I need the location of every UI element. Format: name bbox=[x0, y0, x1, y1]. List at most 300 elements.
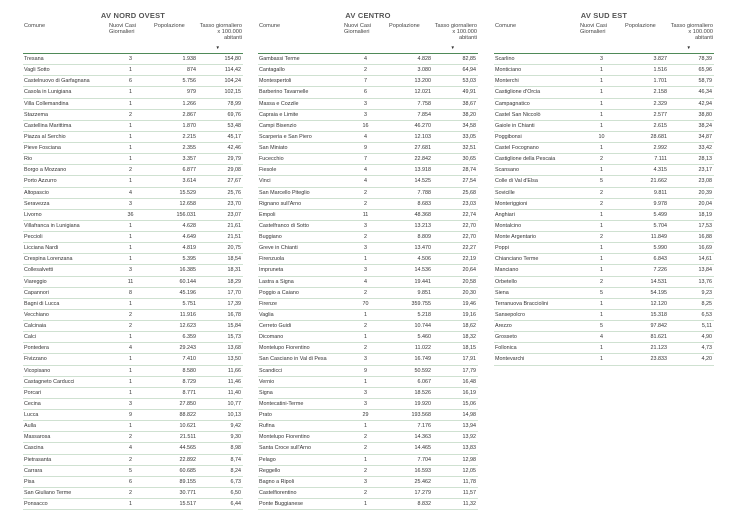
cell-nuovi-casi: 1 bbox=[579, 165, 624, 176]
table-row bbox=[23, 76, 243, 87]
cell-comune: Vaglia bbox=[258, 309, 343, 320]
cell-tasso: 20,04 bbox=[669, 198, 714, 209]
cell-nuovi-casi: 2 bbox=[108, 432, 153, 443]
cell-comune: Dicomano bbox=[258, 332, 343, 343]
table-row bbox=[258, 343, 478, 354]
cell-popolazione: 12.103 bbox=[388, 131, 433, 142]
cell-nuovi-casi: 1 bbox=[108, 154, 153, 165]
cell-tasso: 16,88 bbox=[669, 232, 714, 243]
table-row bbox=[23, 176, 243, 187]
table-row bbox=[494, 232, 714, 243]
cell-comune: San Giuliano Terme bbox=[23, 487, 108, 498]
table-row bbox=[23, 398, 243, 409]
cell-popolazione: 5.460 bbox=[388, 332, 433, 343]
cell-popolazione: 15.318 bbox=[624, 309, 669, 320]
cell-comune: Porcari bbox=[23, 387, 108, 398]
cell-tasso: 21,51 bbox=[198, 232, 243, 243]
cell-popolazione: 60.685 bbox=[153, 465, 198, 476]
cell-tasso: 13,50 bbox=[198, 354, 243, 365]
cell-tasso: 65,96 bbox=[669, 65, 714, 76]
cell-nuovi-casi: 1 bbox=[108, 499, 153, 510]
cell-comune: Porto Azzurro bbox=[23, 176, 108, 187]
cell-nuovi-casi: 1 bbox=[579, 65, 624, 76]
table-row bbox=[258, 143, 478, 154]
cell-tasso: 22,74 bbox=[433, 209, 478, 220]
cell-popolazione: 6.843 bbox=[624, 254, 669, 265]
cell-comune: Calcinaia bbox=[23, 321, 108, 332]
table-row bbox=[258, 465, 478, 476]
cell-tasso: 49,91 bbox=[433, 87, 478, 98]
table-row bbox=[23, 465, 243, 476]
cell-tasso: 22,70 bbox=[433, 232, 478, 243]
cell-tasso: 20,39 bbox=[669, 187, 714, 198]
cell-nuovi-casi: 6 bbox=[343, 87, 388, 98]
cell-comune: Rio bbox=[23, 154, 108, 165]
cell-nuovi-casi: 1 bbox=[108, 332, 153, 343]
cell-comune: Scansano bbox=[494, 165, 579, 176]
cell-comune: Villafranca in Lunigiana bbox=[23, 220, 108, 231]
cell-nuovi-casi: 9 bbox=[108, 410, 153, 421]
cell-comune: Colle di Val d'Elsa bbox=[494, 176, 579, 187]
cell-tasso: 11,46 bbox=[198, 376, 243, 387]
table-row bbox=[23, 354, 243, 365]
cell-popolazione: 4.649 bbox=[153, 232, 198, 243]
cell-nuovi-casi: 3 bbox=[343, 387, 388, 398]
cell-popolazione: 8.832 bbox=[388, 499, 433, 510]
cell-nuovi-casi: 1 bbox=[579, 354, 624, 365]
cell-tasso: 104,24 bbox=[198, 76, 243, 87]
table-row bbox=[258, 332, 478, 343]
cell-tasso: 9,42 bbox=[198, 421, 243, 432]
cell-tasso: 28,74 bbox=[433, 165, 478, 176]
table-row bbox=[23, 376, 243, 387]
cell-popolazione: 10.621 bbox=[153, 421, 198, 432]
cell-popolazione: 1.701 bbox=[624, 76, 669, 87]
data-table bbox=[258, 22, 478, 510]
cell-comune: Bagno a Ripoli bbox=[258, 476, 343, 487]
cell-comune: Montelupo Fiorentino bbox=[258, 343, 343, 354]
cell-tasso: 23,08 bbox=[669, 176, 714, 187]
cell-tasso: 11,66 bbox=[198, 365, 243, 376]
cell-tasso: 102,15 bbox=[198, 87, 243, 98]
cell-comune: Livorno bbox=[23, 209, 108, 220]
header-popolazione[interactable]: Popolazione bbox=[624, 22, 669, 54]
cell-comune: Monterchi bbox=[494, 76, 579, 87]
cell-nuovi-casi: 1 bbox=[343, 499, 388, 510]
cell-popolazione: 15.529 bbox=[153, 187, 198, 198]
table-row bbox=[258, 265, 478, 276]
cell-tasso: 18,54 bbox=[198, 254, 243, 265]
cell-comune: Prato bbox=[258, 410, 343, 421]
cell-comune: Monteriggioni bbox=[494, 198, 579, 209]
cell-nuovi-casi: 16 bbox=[343, 120, 388, 131]
cell-nuovi-casi: 3 bbox=[108, 398, 153, 409]
table-row bbox=[258, 487, 478, 498]
table-row bbox=[258, 232, 478, 243]
cell-popolazione: 21.662 bbox=[624, 176, 669, 187]
cell-popolazione: 81.621 bbox=[624, 332, 669, 343]
header-nuovi-casi[interactable]: Nuovi Casi Giornalieri bbox=[579, 22, 624, 54]
cell-nuovi-casi: 3 bbox=[108, 54, 153, 65]
cell-popolazione: 5.499 bbox=[624, 209, 669, 220]
table-row bbox=[23, 131, 243, 142]
cell-comune: Casola in Lunigiana bbox=[23, 87, 108, 98]
header-tasso[interactable] bbox=[669, 22, 714, 54]
cell-tasso: 14,98 bbox=[433, 410, 478, 421]
cell-nuovi-casi: 7 bbox=[343, 76, 388, 87]
header-tasso[interactable] bbox=[198, 22, 243, 54]
panel-title: AV CENTRO bbox=[345, 11, 391, 20]
table-row bbox=[494, 209, 714, 220]
cell-popolazione: 9.811 bbox=[624, 187, 669, 198]
header-comune[interactable]: Comune bbox=[494, 22, 579, 54]
cell-tasso: 20,64 bbox=[433, 265, 478, 276]
table-row bbox=[23, 209, 243, 220]
header-popolazione[interactable]: Popolazione bbox=[388, 22, 433, 54]
table-row bbox=[494, 176, 714, 187]
cell-comune: Licciana Nardi bbox=[23, 243, 108, 254]
header-tasso[interactable] bbox=[433, 22, 478, 54]
cell-comune: Gambassi Terme bbox=[258, 54, 343, 65]
cell-tasso: 18,62 bbox=[433, 321, 478, 332]
cell-tasso: 11,78 bbox=[433, 476, 478, 487]
cell-tasso: 15,06 bbox=[433, 398, 478, 409]
cell-tasso: 25,68 bbox=[433, 187, 478, 198]
cell-nuovi-casi: 4 bbox=[579, 332, 624, 343]
cell-comune: Castelnuovo di Garfagnana bbox=[23, 76, 108, 87]
cell-comune: Pontedera bbox=[23, 343, 108, 354]
cell-nuovi-casi: 2 bbox=[108, 109, 153, 120]
cell-popolazione: 89.155 bbox=[153, 476, 198, 487]
cell-nuovi-casi: 1 bbox=[108, 421, 153, 432]
cell-nuovi-casi: 1 bbox=[579, 265, 624, 276]
cell-popolazione: 13.918 bbox=[388, 165, 433, 176]
cell-tasso: 10,77 bbox=[198, 398, 243, 409]
cell-popolazione: 12.658 bbox=[153, 198, 198, 209]
header-nuovi-casi[interactable]: Nuovi Casi Giornalieri bbox=[108, 22, 153, 54]
cell-tasso: 6,50 bbox=[198, 487, 243, 498]
cell-popolazione: 2.577 bbox=[624, 109, 669, 120]
cell-nuovi-casi: 4 bbox=[108, 187, 153, 198]
cell-popolazione: 14.536 bbox=[388, 265, 433, 276]
cell-popolazione: 7.410 bbox=[153, 354, 198, 365]
table-row bbox=[494, 243, 714, 254]
cell-tasso: 4,20 bbox=[669, 354, 714, 365]
cell-nuovi-casi: 1 bbox=[108, 354, 153, 365]
cell-popolazione: 359.755 bbox=[388, 298, 433, 309]
cell-nuovi-casi: 1 bbox=[343, 309, 388, 320]
cell-popolazione: 5.751 bbox=[153, 298, 198, 309]
cell-tasso: 32,51 bbox=[433, 143, 478, 154]
panel-2 bbox=[258, 9, 478, 510]
table-row bbox=[494, 220, 714, 231]
table-row bbox=[258, 131, 478, 142]
header-popolazione[interactable]: Popolazione bbox=[153, 22, 198, 54]
cell-nuovi-casi: 8 bbox=[108, 287, 153, 298]
table-row bbox=[258, 254, 478, 265]
cell-nuovi-casi: 1 bbox=[579, 243, 624, 254]
cell-tasso: 20,58 bbox=[433, 276, 478, 287]
table-row bbox=[23, 65, 243, 76]
table-row bbox=[258, 276, 478, 287]
cell-popolazione: 4.628 bbox=[153, 220, 198, 231]
cell-nuovi-casi: 1 bbox=[579, 109, 624, 120]
cell-nuovi-casi: 1 bbox=[108, 387, 153, 398]
cell-tasso: 114,42 bbox=[198, 65, 243, 76]
cell-tasso: 29,79 bbox=[198, 154, 243, 165]
cell-nuovi-casi: 2 bbox=[108, 487, 153, 498]
cell-popolazione: 11.849 bbox=[624, 232, 669, 243]
cell-tasso: 20,75 bbox=[198, 243, 243, 254]
cell-nuovi-casi: 2 bbox=[108, 309, 153, 320]
cell-popolazione: 193.568 bbox=[388, 410, 433, 421]
cell-popolazione: 874 bbox=[153, 65, 198, 76]
cell-popolazione: 1.870 bbox=[153, 120, 198, 131]
cell-comune: Cecina bbox=[23, 398, 108, 409]
cell-popolazione: 2.215 bbox=[153, 131, 198, 142]
cell-popolazione: 27.850 bbox=[153, 398, 198, 409]
cell-comune: Impruneta bbox=[258, 265, 343, 276]
sort-desc-icon[interactable]: ▼ bbox=[215, 44, 220, 50]
table-row bbox=[258, 54, 478, 65]
cell-popolazione: 12.120 bbox=[624, 298, 669, 309]
cell-nuovi-casi: 29 bbox=[343, 410, 388, 421]
table-row bbox=[258, 365, 478, 376]
cell-tasso: 9,30 bbox=[198, 432, 243, 443]
cell-popolazione: 28.681 bbox=[624, 131, 669, 142]
cell-comune: Poppi bbox=[494, 243, 579, 254]
cell-nuovi-casi: 3 bbox=[108, 265, 153, 276]
cell-popolazione: 1.938 bbox=[153, 54, 198, 65]
table-row bbox=[23, 321, 243, 332]
cell-popolazione: 7.226 bbox=[624, 265, 669, 276]
table-row bbox=[258, 154, 478, 165]
cell-tasso: 18,29 bbox=[198, 276, 243, 287]
cell-popolazione: 3.614 bbox=[153, 176, 198, 187]
cell-tasso: 19,46 bbox=[433, 298, 478, 309]
cell-popolazione: 14.531 bbox=[624, 276, 669, 287]
panel-title: AV SUD EST bbox=[580, 11, 628, 20]
cell-comune: Gaiole in Chianti bbox=[494, 120, 579, 131]
cell-tasso: 21,61 bbox=[198, 220, 243, 231]
cell-popolazione: 5.395 bbox=[153, 254, 198, 265]
cell-nuovi-casi: 1 bbox=[108, 131, 153, 142]
cell-comune: Seravezza bbox=[23, 198, 108, 209]
cell-popolazione: 8.580 bbox=[153, 365, 198, 376]
cell-comune: Massarosa bbox=[23, 432, 108, 443]
cell-comune: Campi Bisenzio bbox=[258, 120, 343, 131]
cell-comune: Viareggio bbox=[23, 276, 108, 287]
cell-comune: Montalcino bbox=[494, 220, 579, 231]
cell-nuovi-casi: 1 bbox=[108, 120, 153, 131]
cell-nuovi-casi: 2 bbox=[579, 276, 624, 287]
cell-popolazione: 60.144 bbox=[153, 276, 198, 287]
table-row bbox=[494, 187, 714, 198]
cell-tasso: 11,40 bbox=[198, 387, 243, 398]
table-row bbox=[258, 432, 478, 443]
cell-nuovi-casi: 2 bbox=[343, 187, 388, 198]
cell-comune: Castel San Niccolò bbox=[494, 109, 579, 120]
header-nuovi-casi[interactable]: Nuovi Casi Giornalieri bbox=[343, 22, 388, 54]
table-row bbox=[258, 410, 478, 421]
cell-tasso: 8,74 bbox=[198, 454, 243, 465]
cell-comune: Sovicille bbox=[494, 187, 579, 198]
cell-tasso: 64,94 bbox=[433, 65, 478, 76]
cell-tasso: 17,39 bbox=[198, 298, 243, 309]
cell-popolazione: 21.511 bbox=[153, 432, 198, 443]
cell-nuovi-casi: 1 bbox=[579, 343, 624, 354]
table-row bbox=[23, 120, 243, 131]
cell-tasso: 20,30 bbox=[433, 287, 478, 298]
table-row bbox=[23, 154, 243, 165]
cell-comune: Castelfranco di Sotto bbox=[258, 220, 343, 231]
cell-tasso: 18,15 bbox=[433, 343, 478, 354]
cell-tasso: 12,98 bbox=[433, 454, 478, 465]
cell-nuovi-casi: 4 bbox=[343, 276, 388, 287]
cell-nuovi-casi: 2 bbox=[579, 187, 624, 198]
panel-1 bbox=[23, 9, 243, 510]
table-row bbox=[23, 298, 243, 309]
table-row bbox=[23, 198, 243, 209]
cell-nuovi-casi: 5 bbox=[579, 176, 624, 187]
cell-popolazione: 5.756 bbox=[153, 76, 198, 87]
cell-nuovi-casi: 3 bbox=[343, 220, 388, 231]
cell-tasso: 6,44 bbox=[198, 499, 243, 510]
cell-comune: Scarlino bbox=[494, 54, 579, 65]
sort-desc-icon[interactable]: ▼ bbox=[686, 44, 691, 50]
cell-popolazione: 22.892 bbox=[153, 454, 198, 465]
cell-popolazione: 7.854 bbox=[388, 109, 433, 120]
cell-popolazione: 45.196 bbox=[153, 287, 198, 298]
cell-comune: Monticiano bbox=[494, 65, 579, 76]
cell-nuovi-casi: 70 bbox=[343, 298, 388, 309]
cell-comune: Scarperia e San Piero bbox=[258, 131, 343, 142]
header-comune[interactable]: Comune bbox=[23, 22, 108, 54]
cell-tasso: 16,48 bbox=[433, 376, 478, 387]
table-row bbox=[23, 243, 243, 254]
cell-tasso: 13,84 bbox=[669, 265, 714, 276]
cell-comune: Pelago bbox=[258, 454, 343, 465]
cell-tasso: 13,76 bbox=[669, 276, 714, 287]
cell-nuovi-casi: 4 bbox=[108, 343, 153, 354]
table-row bbox=[258, 98, 478, 109]
cell-tasso: 6,73 bbox=[198, 476, 243, 487]
cell-comune: Pieve Fosciana bbox=[23, 143, 108, 154]
cell-nuovi-casi: 1 bbox=[343, 332, 388, 343]
cell-comune: Fiesole bbox=[258, 165, 343, 176]
cell-comune: Castellina Marittima bbox=[23, 120, 108, 131]
header-comune[interactable]: Comune bbox=[258, 22, 343, 54]
cell-tasso: 8,24 bbox=[198, 465, 243, 476]
cell-nuovi-casi: 1 bbox=[108, 254, 153, 265]
data-table bbox=[23, 22, 243, 510]
cell-comune: Fucecchio bbox=[258, 154, 343, 165]
table-row bbox=[258, 87, 478, 98]
cell-nuovi-casi: 11 bbox=[108, 276, 153, 287]
cell-tasso: 5,11 bbox=[669, 321, 714, 332]
cell-popolazione: 14.465 bbox=[388, 443, 433, 454]
cell-tasso: 45,17 bbox=[198, 131, 243, 142]
table-row bbox=[23, 432, 243, 443]
cell-nuovi-casi: 2 bbox=[343, 232, 388, 243]
table-row bbox=[258, 187, 478, 198]
cell-popolazione: 4.506 bbox=[388, 254, 433, 265]
cell-comune: Santa Croce sull'Arno bbox=[258, 443, 343, 454]
cell-popolazione: 30.771 bbox=[153, 487, 198, 498]
cell-comune: Tresana bbox=[23, 54, 108, 65]
cell-tasso: 13,94 bbox=[433, 421, 478, 432]
cell-tasso: 12,05 bbox=[433, 465, 478, 476]
table-row bbox=[258, 198, 478, 209]
cell-tasso: 34,58 bbox=[433, 120, 478, 131]
cell-popolazione: 7.788 bbox=[388, 187, 433, 198]
cell-tasso: 78,39 bbox=[669, 54, 714, 65]
cell-comune: Cascina bbox=[23, 443, 108, 454]
cell-tasso: 8,25 bbox=[669, 298, 714, 309]
cell-comune: Massa e Cozzile bbox=[258, 98, 343, 109]
table-row bbox=[258, 209, 478, 220]
cell-tasso: 53,03 bbox=[433, 76, 478, 87]
cell-comune: Villa Collemandina bbox=[23, 98, 108, 109]
cell-comune: Borgo a Mozzano bbox=[23, 165, 108, 176]
cell-tasso: 29,08 bbox=[198, 165, 243, 176]
cell-tasso: 154,80 bbox=[198, 54, 243, 65]
table-row bbox=[258, 165, 478, 176]
cell-nuovi-casi: 2 bbox=[343, 198, 388, 209]
cell-tasso: 46,34 bbox=[669, 87, 714, 98]
cell-nuovi-casi: 2 bbox=[579, 232, 624, 243]
cell-comune: San Marcello Piteglio bbox=[258, 187, 343, 198]
cell-tasso: 18,31 bbox=[198, 265, 243, 276]
cell-popolazione: 13.470 bbox=[388, 243, 433, 254]
cell-comune: Collesalvetti bbox=[23, 265, 108, 276]
cell-nuovi-casi: 3 bbox=[343, 354, 388, 365]
cell-nuovi-casi: 5 bbox=[579, 321, 624, 332]
cell-comune: Montespertoli bbox=[258, 76, 343, 87]
cell-nuovi-casi: 2 bbox=[343, 443, 388, 454]
cell-nuovi-casi: 4 bbox=[343, 165, 388, 176]
cell-comune: Crespina Lorenzana bbox=[23, 254, 108, 265]
cell-nuovi-casi: 6 bbox=[108, 76, 153, 87]
data-table bbox=[494, 22, 714, 366]
table-row bbox=[494, 76, 714, 87]
cell-tasso: 18,32 bbox=[433, 332, 478, 343]
sort-desc-icon[interactable]: ▼ bbox=[450, 44, 455, 50]
cell-nuovi-casi: 1 bbox=[343, 454, 388, 465]
cell-comune: Chianciano Terme bbox=[494, 254, 579, 265]
cell-popolazione: 5.704 bbox=[624, 220, 669, 231]
cell-tasso: 13,68 bbox=[198, 343, 243, 354]
cell-comune: Rignano sull'Arno bbox=[258, 198, 343, 209]
table-row bbox=[494, 321, 714, 332]
cell-tasso: 22,19 bbox=[433, 254, 478, 265]
table-row bbox=[494, 65, 714, 76]
cell-nuovi-casi: 9 bbox=[343, 365, 388, 376]
cell-nuovi-casi: 1 bbox=[108, 243, 153, 254]
cell-comune: Siena bbox=[494, 287, 579, 298]
cell-popolazione: 4.819 bbox=[153, 243, 198, 254]
cell-tasso: 38,20 bbox=[433, 109, 478, 120]
cell-nuovi-casi: 2 bbox=[343, 487, 388, 498]
cell-popolazione: 19.441 bbox=[388, 276, 433, 287]
cell-tasso: 17,91 bbox=[433, 354, 478, 365]
cell-nuovi-casi: 1 bbox=[579, 87, 624, 98]
cell-tasso: 25,76 bbox=[198, 187, 243, 198]
table-row bbox=[494, 354, 714, 365]
cell-tasso: 16,78 bbox=[198, 309, 243, 320]
cell-nuovi-casi: 2 bbox=[343, 465, 388, 476]
table-row bbox=[494, 276, 714, 287]
